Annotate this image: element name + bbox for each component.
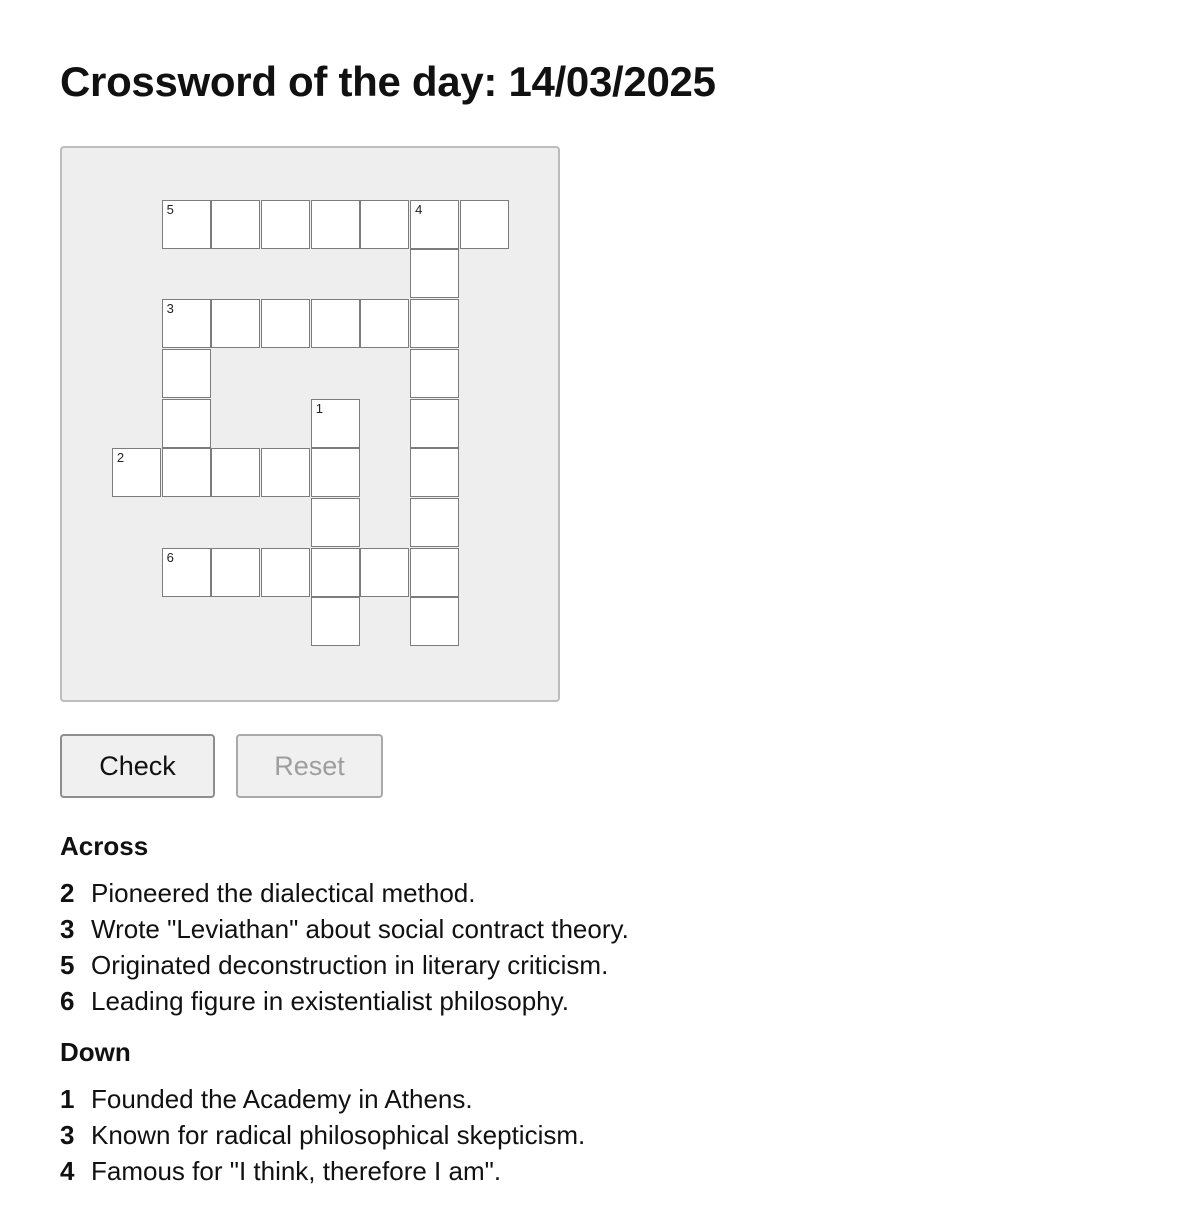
across-clue-list — [60, 875, 629, 1019]
reset-button[interactable]: Reset — [236, 734, 383, 798]
check-button[interactable]: Check — [60, 734, 215, 798]
grid-cell — [261, 299, 310, 348]
letter-input[interactable] — [461, 201, 508, 248]
letter-input[interactable] — [212, 549, 259, 596]
grid-cell — [261, 200, 310, 249]
letter-input[interactable] — [411, 449, 458, 496]
clue-text: Leading figure in existentialist philosophy. — [91, 986, 569, 1016]
down-clue-list — [60, 1081, 585, 1189]
letter-input[interactable] — [411, 350, 458, 397]
across-clue — [60, 983, 629, 1019]
across-heading: Across — [60, 831, 149, 861]
down-clue — [60, 1153, 585, 1189]
grid-cell — [211, 200, 260, 249]
grid-cell — [410, 249, 459, 298]
grid-cell — [112, 448, 161, 497]
grid-cell — [410, 200, 459, 249]
letter-input[interactable] — [262, 201, 309, 248]
letter-input[interactable] — [312, 598, 359, 645]
grid-cell — [311, 548, 360, 597]
letter-input[interactable] — [163, 201, 210, 248]
down-clue — [60, 1081, 585, 1117]
grid-cell — [211, 299, 260, 348]
clue-number-label: 2 — [60, 878, 75, 908]
grid-cell — [162, 349, 211, 398]
clue-number: 5 — [166, 201, 174, 217]
letter-input[interactable] — [411, 250, 458, 297]
grid-cell — [162, 548, 211, 597]
grid-cell — [311, 498, 360, 547]
down-clues — [60, 1037, 585, 1189]
letter-input[interactable] — [361, 201, 408, 248]
letter-input[interactable] — [312, 549, 359, 596]
grid-cell — [360, 299, 409, 348]
grid-cell — [311, 399, 360, 448]
grid-cell — [410, 597, 459, 646]
letter-input[interactable] — [113, 449, 160, 496]
grid-cell — [460, 200, 509, 249]
grid-cell — [410, 399, 459, 448]
letter-input[interactable] — [262, 549, 309, 596]
clue-number: 6 — [166, 549, 174, 565]
grid-cell — [162, 200, 211, 249]
grid-cell — [211, 548, 260, 597]
letter-input[interactable] — [361, 300, 408, 347]
letter-input[interactable] — [411, 499, 458, 546]
grid-cell — [261, 548, 310, 597]
letter-input[interactable] — [212, 201, 259, 248]
clue-number-label: 6 — [60, 986, 75, 1016]
grid-cell — [211, 448, 260, 497]
letter-input[interactable] — [212, 449, 259, 496]
letter-input[interactable] — [312, 499, 359, 546]
clue-number-label: 1 — [60, 1084, 75, 1114]
grid-cell — [410, 299, 459, 348]
letter-input[interactable] — [312, 300, 359, 347]
clue-number-label: 4 — [60, 1156, 75, 1186]
letter-input[interactable] — [411, 549, 458, 596]
grid-cell — [311, 299, 360, 348]
down-heading: Down — [60, 1037, 131, 1067]
letter-input[interactable] — [262, 449, 309, 496]
letter-input[interactable] — [361, 549, 408, 596]
clue-number-label: 5 — [60, 950, 75, 980]
grid-cell — [162, 299, 211, 348]
letter-input[interactable] — [411, 400, 458, 447]
clue-number-label: 3 — [60, 1120, 75, 1150]
grid-cell — [162, 448, 211, 497]
across-clues — [60, 831, 629, 1019]
clue-text: Pioneered the dialectical method. — [91, 878, 476, 908]
letter-input[interactable] — [411, 598, 458, 645]
clue-number: 4 — [415, 201, 423, 217]
grid-cell — [311, 200, 360, 249]
grid-cell — [311, 597, 360, 646]
letter-input[interactable] — [312, 449, 359, 496]
letter-input[interactable] — [163, 449, 210, 496]
letter-input[interactable] — [312, 201, 359, 248]
letter-input[interactable] — [163, 549, 210, 596]
grid-cell — [410, 548, 459, 597]
clue-number-label: 3 — [60, 914, 75, 944]
clue-text: Known for radical philosophical skepticism. — [91, 1120, 586, 1150]
page-title: Crossword of the day: 14/03/2025 — [60, 58, 716, 105]
grid-cell — [360, 548, 409, 597]
clue-text: Originated deconstruction in literary criticism. — [91, 950, 609, 980]
letter-input[interactable] — [163, 400, 210, 447]
across-clue — [60, 911, 629, 947]
letter-input[interactable] — [312, 400, 359, 447]
grid-cell — [360, 200, 409, 249]
clue-text: Wrote "Leviathan" about social contract theory. — [91, 914, 629, 944]
grid-cell — [311, 448, 360, 497]
grid-cell — [410, 448, 459, 497]
letter-input[interactable] — [163, 300, 210, 347]
clue-number: 2 — [116, 450, 125, 466]
letter-input[interactable] — [163, 350, 210, 397]
across-clue — [60, 947, 629, 983]
grid-cell — [410, 498, 459, 547]
letter-input[interactable] — [411, 201, 458, 248]
letter-input[interactable] — [262, 300, 309, 347]
grid-cell — [261, 448, 310, 497]
letter-input[interactable] — [212, 300, 259, 347]
crossword-grid — [60, 146, 560, 702]
grid-cell — [410, 349, 459, 398]
down-clue — [60, 1117, 585, 1153]
letter-input[interactable] — [411, 300, 458, 347]
clue-number: 1 — [315, 400, 323, 416]
clue-number: 3 — [166, 301, 174, 317]
clue-text: Famous for "I think, therefore I am". — [91, 1156, 502, 1186]
across-clue — [60, 875, 629, 911]
clue-text: Founded the Academy in Athens. — [91, 1084, 473, 1114]
grid-cell — [162, 399, 211, 448]
